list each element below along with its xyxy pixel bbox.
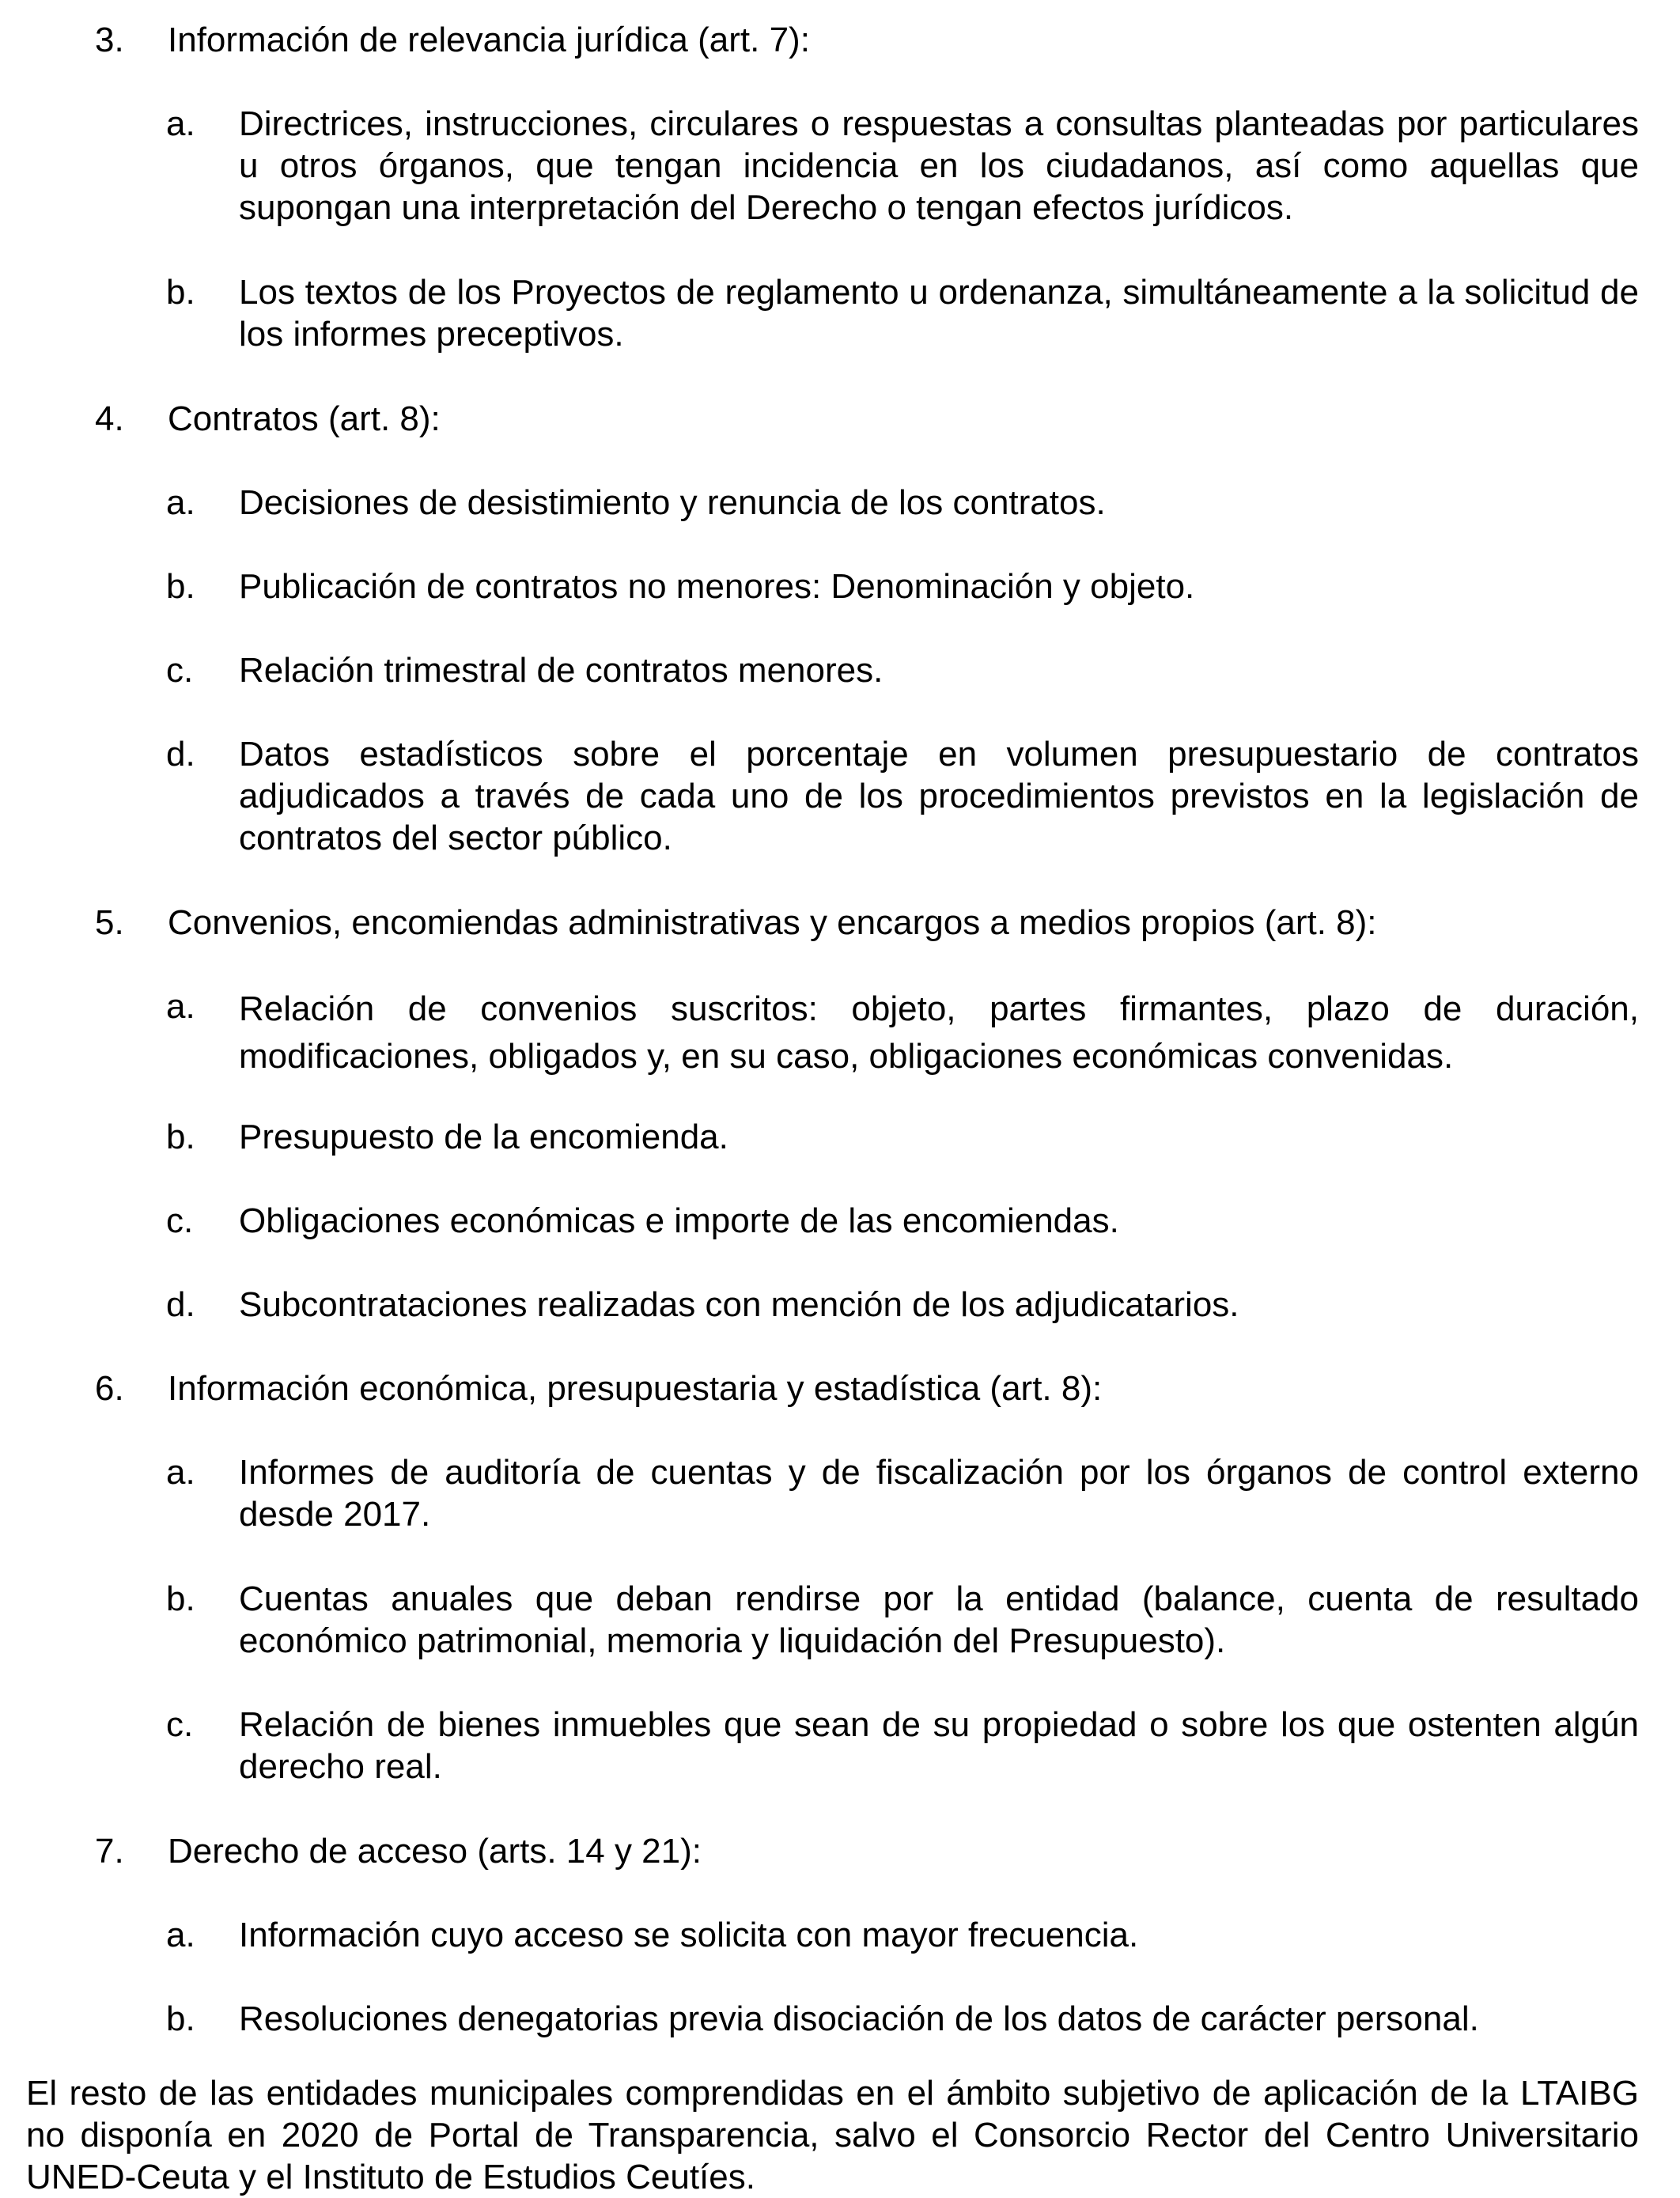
section-number: 7.	[95, 1832, 124, 1871]
section-title: Derecho de acceso (arts. 14 y 21):	[168, 1832, 702, 1871]
section-number: 3.	[95, 21, 124, 59]
item-text: Obligaciones económicas e importe de las encomiendas.	[239, 1201, 1119, 1240]
item-text: Subcontrataciones realizadas con mención de los adjudicatarios.	[239, 1285, 1239, 1324]
section-title: Contratos (art. 8):	[168, 399, 441, 438]
item-letter: a.	[166, 483, 195, 522]
section-number: 6.	[95, 1369, 124, 1408]
item-text: Presupuesto de la encomienda.	[239, 1118, 728, 1156]
item-text: Información cuyo acceso se solicita con mayor frecuencia.	[239, 1916, 1139, 1954]
item-text: Relación trimestral de contratos menores.	[239, 651, 884, 690]
section-number: 5.	[95, 903, 124, 942]
item-letter: b.	[166, 1579, 195, 1618]
section-title: Información de relevancia jurídica (art. 7):	[168, 21, 810, 59]
item-letter: b.	[166, 273, 195, 312]
item-letter: b.	[166, 567, 195, 606]
section-title: Convenios, encomiendas administrativas y encargos a medios propios (art. 8):	[168, 903, 1377, 942]
item-text: Publicación de contratos no menores: Denominación y objeto.	[239, 567, 1195, 606]
item-letter: a.	[166, 104, 195, 143]
item-letter: a.	[166, 1453, 195, 1492]
section-number: 4.	[95, 399, 124, 438]
item-letter: a.	[166, 987, 195, 1026]
item-letter: b.	[166, 1118, 195, 1156]
item-letter: d.	[166, 1285, 195, 1324]
item-text: Directrices, instrucciones, circulares o respuestas a consultas planteadas por particulares u otros órganos, que tengan incidencia en los ciudadanos, así como aquellas que supongan una interpretación del Derecho o tengan efectos jurídicos.	[239, 104, 1639, 227]
item-text: Cuentas anuales que deban rendirse por la entidad (balance, cuenta de resultado económico patrimonial, memoria y liquidación del Presupuesto).	[239, 1579, 1639, 1660]
section-title: Información económica, presupuestaria y estadística (art. 8):	[168, 1369, 1103, 1408]
item-letter: d.	[166, 735, 195, 774]
closing-paragraph: El resto de las entidades municipales comprendidas en el ámbito subjetivo de aplicación de la LTAIBG no disponía en 2020 de Portal de Transparencia, salvo el Consorcio Rector del Centro Universitario UNED-Ceuta y el Instituto de Estudios Ceutíes.	[26, 2074, 1639, 2196]
item-letter: a.	[166, 1916, 195, 1954]
item-text: Decisiones de desistimiento y renuncia de los contratos.	[239, 483, 1106, 522]
item-text: Relación de bienes inmuebles que sean de su propiedad o sobre los que ostenten algún derecho real.	[239, 1705, 1639, 1786]
item-text: Resoluciones denegatorias previa disociación de los datos de carácter personal.	[239, 1999, 1479, 2038]
item-letter: c.	[166, 651, 194, 690]
item-letter: c.	[166, 1705, 194, 1744]
item-text: Datos estadísticos sobre el porcentaje en volumen presupuestario de contratos adjudicados a través de cada uno de los procedimientos previstos en la legislación de contratos del sector público.	[239, 735, 1639, 857]
item-text: Informes de auditoría de cuentas y de fiscalización por los órganos de control externo desde 2017.	[239, 1453, 1639, 1534]
item-letter: c.	[166, 1201, 194, 1240]
item-text: Relación de convenios suscritos: objeto, partes firmantes, plazo de duración, modificaciones, obligados y, en su caso, obligaciones económicas convenidas.	[239, 989, 1639, 1076]
item-text: Los textos de los Proyectos de reglamento u ordenanza, simultáneamente a la solicitud de los informes preceptivos.	[239, 273, 1639, 354]
item-letter: b.	[166, 1999, 195, 2038]
